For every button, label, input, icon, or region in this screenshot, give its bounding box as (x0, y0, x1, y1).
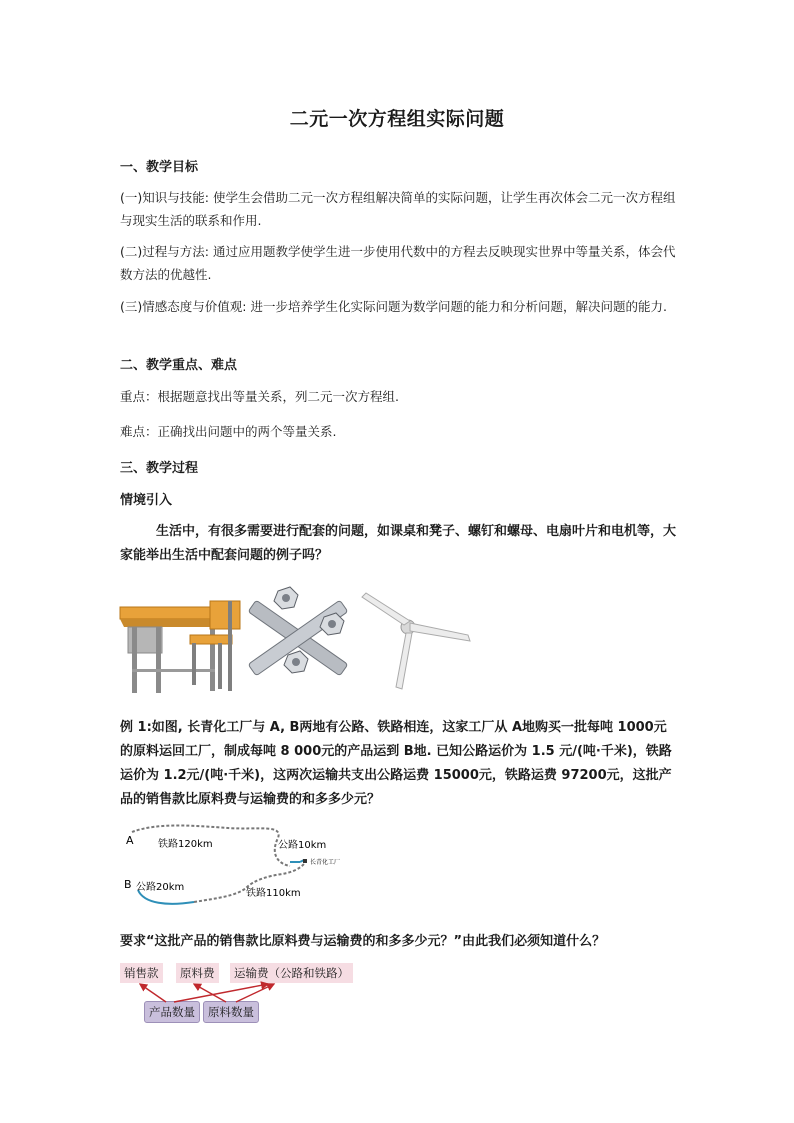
illustration-row (118, 583, 478, 701)
material-fee-box: 原料费 (176, 963, 219, 983)
relation-arrows (118, 978, 318, 1006)
page-title: 二元一次方程组实际问题 (289, 108, 505, 130)
key-point: 重点：根据题意找出等量关系，列二元一次方程组. (120, 389, 399, 404)
objective-process: (二)过程与方法: 通过应用题教学使学生进一步使用代数中的方程去反映现实世界中等量关系，体会代数方法的优越性. (120, 244, 676, 282)
sales-box: 销售款 (120, 963, 163, 983)
example-1: 例 1:如图, 长青化工厂与 A, B两地有公路、铁路相连，这家工厂从 A地购买一批每吨 1000元的原料运回工厂，制成每吨 8 000元的产品运到 B地. 已知公路运价为 1.5 元/(吨·千米)，铁路运价为 1.2元/(吨·千米)，这两次运输共支出公路运费 15000元，铁路运费 97200元，这批产品的销售款比原料费与运输费的和多多少元？ (120, 720, 672, 807)
point-b-label: B (124, 878, 132, 891)
rail-top-label: 铁路120km (158, 839, 213, 850)
point-a-label: A (126, 834, 134, 847)
objective-knowledge: (一)知识与技能: 使学生会借助二元一次方程组解决简单的实际问题，让学生再次体会二元一次方程组与现实生活的联系和作用. (120, 190, 676, 228)
section-heading-key-points: 二、教学重点、难点 (120, 358, 238, 373)
question-text: 要求“这批产品的销售款比原料费与运输费的和多多少元？”由此我们必须知道什么？ (120, 934, 606, 949)
rail-bottom-label: 铁路110km (246, 888, 301, 899)
route-map (118, 818, 358, 910)
road-bottom-label: 公路20km (136, 882, 185, 893)
objective-attitude: (三)情感态度与价值观: 进一步培养学生化实际问题为数学问题的能力和分析问题，解决问题的能力. (120, 299, 667, 314)
ceiling-fan-illustration (362, 593, 470, 689)
transport-fee-box: 运输费（公路和铁路） (230, 963, 353, 983)
desk-chair-illustration (120, 601, 240, 693)
section-heading-process: 三、教学过程 (120, 461, 199, 476)
arrow-product-to-sales (140, 984, 166, 1002)
intro-paragraph: 生活中，有很多需要进行配套的问题，如课桌和凳子、螺钉和螺母、电扇叶片和电机等，大家能举出生活中配套问题的例子吗？ (120, 524, 677, 563)
subheading-intro: 情境引入 (120, 493, 173, 508)
product-qty-box: 产品数量 (144, 1001, 200, 1023)
factory-label: 长青化工厂 (310, 859, 341, 866)
section-heading-objectives: 一、教学目标 (120, 160, 199, 175)
factory-marker (303, 859, 307, 863)
difficult-point: 难点：正确找出问题中的两个等量关系. (120, 424, 337, 439)
bolts-nuts-illustration (248, 587, 348, 676)
material-qty-box: 原料数量 (203, 1001, 259, 1023)
road-top-label: 公路10km (278, 840, 327, 851)
